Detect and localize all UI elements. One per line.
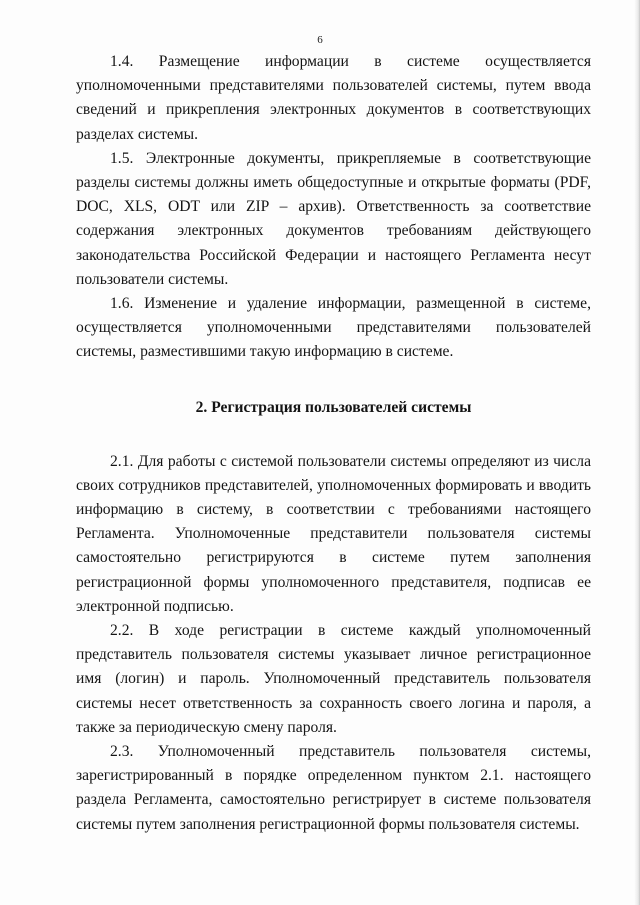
- page-edge-shadow: [634, 0, 640, 905]
- paragraph-2-3: 2.3. Уполномоченный представитель пользователя системы, зарегистрированный в порядке определенном пунктом 2.1. настоящего раздела Регламента, самостоятельно регистрирует в системе пользователя системы путем заполнения регистрационной формы пользователя системы.: [76, 743, 591, 833]
- paragraph-1-4: 1.4. Размещение информации в системе осуществляется уполномоченными представителями пользователей системы, путем ввода сведений и прикрепления электронных документов в соответствующих разделах системы.: [76, 53, 591, 143]
- paragraph-2-1: 2.1. Для работы с системой пользователи системы определяют из числа своих сотрудников представителей, уполномоченных формировать и вводить информацию в систему, в соответствии с требованиями настоящего Регламента. Уполномоченные представители пользователя системы самостоятельно регистрируются в системе путем заполнения регистрационной формы уполномоченного представителя, подписав ее электронной подписью.: [76, 452, 591, 615]
- page-number: 6: [317, 34, 323, 46]
- paragraph-2-2: 2.2. В ходе регистрации в системе каждый уполномоченный представитель пользователя системы указывает личное регистрационное имя (логин) и пароль. Уполномоченный представитель пользователя системы несет ответственность за сохранность своего логина и пароля, а также за периодическую смену пароля.: [76, 622, 591, 736]
- section-heading: 2. Регистрация пользователей системы: [195, 398, 472, 416]
- paragraph-1-5: 1.5. Электронные документы, прикрепляемые в соответствующие разделы системы должны иметь общедоступные и открытые форматы (PDF, DOC, XLS, ODT или ZIP – архив). Ответственность за соответствие содержания электронных документов требованиям действующего законодательства Российской Федерации и настоящего Регламента несут пользователи системы.: [76, 149, 591, 288]
- paragraph-1-6: 1.6. Изменение и удаление информации, размещенной в системе, осуществляется уполномоченными представителями пользователей системы, разместившими такую информацию в системе.: [76, 295, 591, 361]
- document-body: [76, 50, 591, 837]
